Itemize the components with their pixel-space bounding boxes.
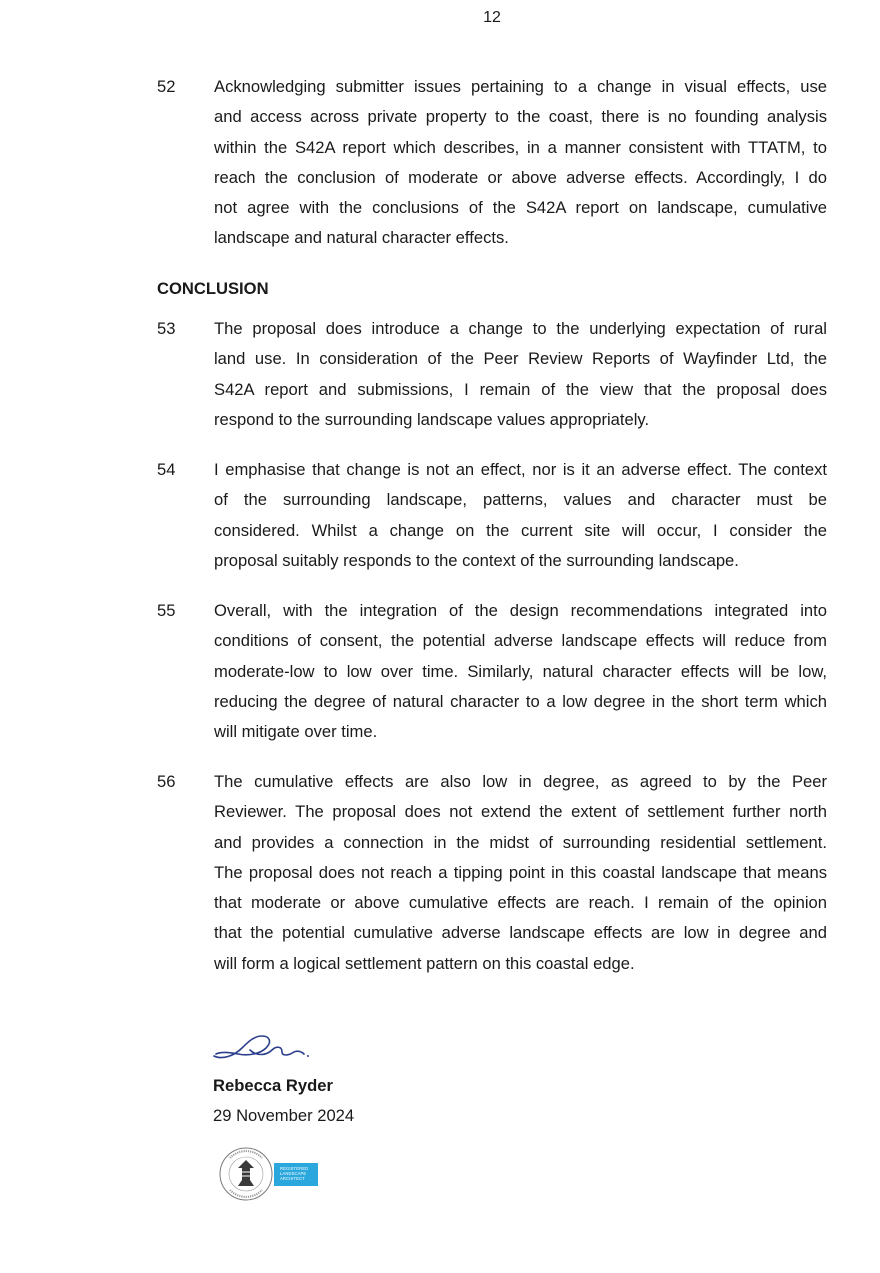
text-line: land use. In consideration of the Peer Review Reports of Wayfinder Ltd, the	[214, 349, 827, 369]
text-line: Overall, with the integration of the design recommendations integrated into	[214, 601, 827, 620]
paragraph-body	[214, 72, 827, 254]
badge-line: REGISTERED	[280, 1166, 309, 1171]
registered-badge	[274, 1163, 318, 1186]
text-line: considered. Whilst a change on the current site will occur, I consider the	[214, 520, 827, 540]
badge-line: ARCHITECT	[280, 1176, 305, 1181]
institute-seal-icon	[218, 1146, 274, 1202]
text-line: S42A report and submissions, I remain of the view that the proposal does	[214, 379, 827, 399]
badge-line: LANDSCAPE	[280, 1171, 307, 1176]
paragraph-55	[157, 596, 827, 747]
text-line: reach the conclusion of moderate or above adverse effects. Accordingly, I do	[214, 167, 827, 187]
paragraph-number: 52	[157, 77, 176, 96]
text-line: I emphasise that change is not an effect, nor is it an adverse effect. The context	[214, 460, 827, 479]
text-line: The proposal does not reach a tipping point in this coastal landscape that means	[214, 862, 827, 882]
paragraph-52	[157, 72, 827, 254]
text-line: proposal suitably responds to the context of the surrounding landscape.	[214, 550, 739, 570]
paragraph-body	[214, 455, 827, 576]
text-line: that the potential cumulative adverse landscape effects are low in degree and	[214, 923, 827, 943]
paragraph-56	[157, 767, 827, 979]
text-line: will form a logical settlement pattern on this coastal edge.	[214, 953, 635, 973]
text-line: respond to the surrounding landscape values appropriately.	[214, 409, 650, 429]
signer-name: Rebecca Ryder	[213, 1076, 333, 1095]
text-line: not agree with the conclusions of the S42A report on landscape, cumulative	[214, 198, 827, 218]
text-line: and access across private property to the coast, there is no founding analysis	[214, 107, 827, 127]
page-number: 12	[483, 9, 501, 26]
paragraph-body	[214, 314, 827, 435]
paragraph-53	[157, 314, 827, 435]
paragraph-body	[214, 596, 827, 747]
paragraph-number: 54	[157, 460, 176, 479]
paragraph-number: 56	[157, 772, 176, 791]
text-line: The cumulative effects are also low in degree, as agreed to by the Peer	[214, 772, 827, 791]
text-line: Acknowledging submitter issues pertaining to a change in visual effects, use	[214, 77, 827, 96]
text-line: within the S42A report which describes, in a manner consistent with TTATM, to	[214, 137, 827, 157]
text-line: will mitigate over time.	[214, 722, 378, 742]
paragraph-number: 53	[157, 319, 176, 338]
text-line: conditions of consent, the potential adverse landscape effects will reduce from	[214, 631, 827, 651]
signoff-date: 29 November 2024	[213, 1106, 355, 1125]
text-line: landscape and natural character effects.	[214, 228, 509, 248]
text-line: reducing the degree of natural character to a low degree in the short term which	[214, 691, 827, 711]
paragraph-number: 55	[157, 601, 176, 620]
text-line: of the surrounding landscape, patterns, values and character must be	[214, 490, 827, 510]
paragraph-body	[214, 767, 827, 979]
signature-image	[212, 1030, 312, 1064]
paragraph-54	[157, 455, 827, 576]
section-heading: CONCLUSION	[157, 279, 269, 298]
text-line: The proposal does introduce a change to the underlying expectation of rural	[214, 319, 827, 338]
text-line: that moderate or above cumulative effects are reach. I remain of the opinion	[214, 893, 827, 913]
text-line: Reviewer. The proposal does not extend the extent of settlement further north	[214, 802, 827, 822]
text-line: and provides a connection in the midst of surrounding residential settlement.	[214, 832, 827, 852]
text-line: moderate-low to low over time. Similarly, natural character effects will be low,	[214, 661, 827, 681]
